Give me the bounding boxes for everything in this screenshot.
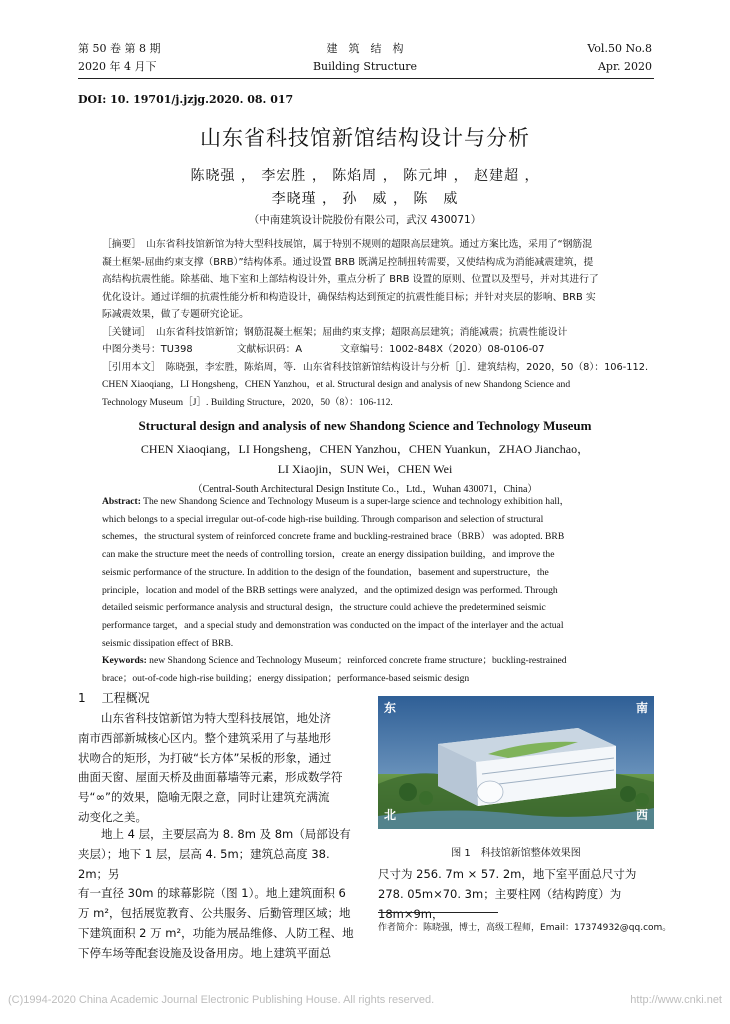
abstract-en-line: The new Shandong Science and Technology Museum is a super-large science and technology exhibition hall， xyxy=(140,496,570,507)
right-column-text xyxy=(378,865,656,924)
abstract-cn-line: 优化设计。通过详细的抗震性能分析和构造设计，确保结构达到预定的抗震性能目标；并针对夹层的影响、BRB 实 xyxy=(102,291,596,303)
abstract-en-label: Abstract: xyxy=(102,496,141,507)
body-line: 南市西部新城核心区内。整个建筑采用了与基地形 xyxy=(78,730,331,745)
journal-date: 2020 年 4 月下 xyxy=(78,60,157,73)
abstract-cn-line: 际减震效果，做了专题研究论证。 xyxy=(102,309,249,320)
authors-cn-line2: 李晓瑾 ， 孙 威 ， 陈 威 xyxy=(271,191,459,207)
abstract-cn-line: 凝土框架-屈曲约束支撑（BRB）”结构体系。通过设置 BRB 既满足控制扭转需要，又使结构成为消能减震建筑，提 xyxy=(102,256,594,268)
title-en: Structural design and analysis of new Shandong Science and Technology Museum xyxy=(138,418,592,433)
abstract-en-line: performance target，and a special study and demonstration was conducted on the impact of the interlayer and the actual xyxy=(102,619,564,631)
footer-url: http://www.cnki.net xyxy=(630,994,722,1006)
body-line: 下建筑面积 2 万 m²，功能为展品维修、人防工程、地 xyxy=(78,925,354,940)
figure-1-caption: 图 1 科技馆新馆整体效果图 xyxy=(451,848,581,859)
abstract-cn-line: 高结构抗震性能。除基础、地下室和上部结构设计外，重点分析了 BRB 设置的原则、位置以及型号，并对其进行了 xyxy=(102,274,599,285)
journal-date-en: Apr. 2020 xyxy=(597,60,652,73)
keywords-cn: ［关键词］ 山东省科技馆新馆；钢筋混凝土框架；屈曲约束支撑；超限高层建筑；消能减震；抗震性能设计 xyxy=(102,326,568,338)
citation-en xyxy=(102,376,662,411)
abstract-en-line: can make the structure meet the needs of controlling torsion，create an energy dissipation building，and improve the xyxy=(102,549,555,561)
compass-label-west: 西 xyxy=(635,808,648,822)
abstract-cn-line: ［摘要］ 山东省科技馆新馆为特大型科技展馆，属于特别不规则的超限高层建筑。通过方案比选，采用了“钢筋混 xyxy=(102,239,593,250)
abstract-en-line: which belongs to a special irregular out-of-code high-rise building. Through comparison and selection of structural xyxy=(102,513,544,525)
abstract-en-line: detailed seismic performance analysis and structural design，the structure could achieve the predetermined seismic xyxy=(102,602,546,614)
body-line: 状吻合的矩形，为打破“长方体”呆板的形象，通过 xyxy=(78,750,332,765)
article-number: 文章编号：1002-848X（2020）08-0106-07 xyxy=(340,344,545,355)
authors-en-line2: LI Xiaojin，SUN Wei，CHEN Wei xyxy=(277,462,453,476)
body-line: 万 m²，包括展览教育、公共服务、后勤管理区域；地 xyxy=(78,906,351,921)
body-line: 夹层）；地下 1 层，层高 4. 5m；建筑总高度 38. 2m；另 xyxy=(78,846,330,881)
body-line: 山东省科技馆新馆为特大型科技展馆，地处济 xyxy=(101,711,331,725)
journal-name-en: Building Structure xyxy=(312,60,418,73)
authors-cn-line1: 陈晓强 ， 李宏胜 ， 陈焰周 ， 陈元坤 ， 赵建超 ， xyxy=(190,168,540,184)
affiliation-en: （Central-South Architectural Design Institute Co.，Ltd.，Wuhan 430071，China） xyxy=(192,484,538,495)
abstract-en xyxy=(102,493,662,688)
compass-label-east: 东 xyxy=(384,701,397,715)
compass-label-north: 北 xyxy=(384,808,397,822)
keywords-en-label: Keywords: xyxy=(102,655,147,667)
museum-rendering-icon xyxy=(378,696,654,829)
footnote-rule xyxy=(378,912,498,913)
abstract-en-line: seismic dissipation effect of BRB. xyxy=(102,637,234,649)
header-rule xyxy=(78,78,654,79)
authors-en-line1: CHEN Xiaoqiang，LI Hongsheng，CHEN Yanzhou，CHEN Yuankun，ZHAO Jianchao， xyxy=(140,442,590,456)
doi: DOI: 10. 19701/j.jzjg.2020. 08. 017 xyxy=(78,93,294,106)
keywords-en-line: brace；out-of-code high-rise building；energy dissipation；performance-based seismic design xyxy=(102,673,470,685)
doc-code: 文献标识码：A xyxy=(236,344,303,355)
body-line: 下停车场等配套设施及设备用房。地上建筑平面总 xyxy=(78,945,331,960)
citation-cn: ［引用本文］ 陈晓强，李宏胜，陈焰周，等．山东省科技馆新馆结构设计与分析［J］．建筑结构，2020，50（8）：106-112. xyxy=(102,361,649,373)
abstract-en-line: seismic performance of the structure. In addition to the design of the foundation，basement and superstructure，the xyxy=(102,566,549,578)
clc-code: 中图分类号：TU398 xyxy=(102,344,193,355)
classification-line xyxy=(102,341,662,359)
section1-paragraph2 xyxy=(78,825,362,964)
page-title: 山东省科技馆新馆结构设计与分析 xyxy=(200,126,530,150)
citation-en-line: Technology Museum［J］. Building Structure，2020，50（8）：106-112. xyxy=(102,396,393,408)
journal-name-cn: 建 筑 结 构 xyxy=(326,42,404,55)
figure-1-image xyxy=(378,696,654,829)
abstract-en-line: schemes，the structural system of reinforced concrete frame and buckling-restrained brace（BRB） was adopted. BRB xyxy=(102,531,565,543)
body-line: 278. 05m×70. 3m；主要柱网（结构跨度）为 18m×9m， xyxy=(378,886,622,921)
keywords-en-line: new Shandong Science and Technology Museum；reinforced concrete frame structure；buckling-restrained xyxy=(146,655,567,667)
body-line: 号“∞”的效果，隐喻无限之意，同时让建筑充满流 xyxy=(78,790,330,805)
section1-paragraph1 xyxy=(78,709,362,828)
compass-label-south: 南 xyxy=(635,701,648,715)
footer-copyright: (C)1994-2020 China Academic Journal Electronic Publishing House. All rights reserved. xyxy=(8,994,435,1006)
section-number: 1 xyxy=(78,691,86,705)
body-line: 有一直径 30m 的球幕影院（图 1）。地上建筑面积 6 xyxy=(78,886,346,901)
journal-volume: 第 50 卷 第 8 期 xyxy=(78,42,161,55)
section-title: 工程概况 xyxy=(101,691,150,705)
author-note: 作者简介：陈晓强，博士，高级工程师，Email：17374932@qq.com。 xyxy=(378,923,672,933)
citation-en-line: CHEN Xiaoqiang，LI Hongsheng，CHEN Yanzhou，et al. Structural design and analysis of new Shandong Science and xyxy=(102,379,571,390)
affiliation-cn: （中南建筑设计院股份有限公司，武汉 430071） xyxy=(248,214,482,226)
journal-volume-en: Vol.50 No.8 xyxy=(587,42,652,55)
body-line: 动变化之美。 xyxy=(78,809,147,824)
abstract-cn xyxy=(102,236,662,376)
body-line: 曲面天窗、屋面天桥及曲面幕墙等元素，形成数学符 xyxy=(78,770,343,785)
abstract-en-line: principle，location and model of the BRB settings were analyzed，and the optimized design was performed. Through xyxy=(102,584,558,596)
body-line: 尺寸为 256. 7m × 57. 2m，地下室平面总尺寸为 xyxy=(378,867,637,881)
section-heading xyxy=(78,689,150,706)
body-line: 地上 4 层，主要层高为 8. 8m 及 8m（局部设有 xyxy=(101,827,351,841)
